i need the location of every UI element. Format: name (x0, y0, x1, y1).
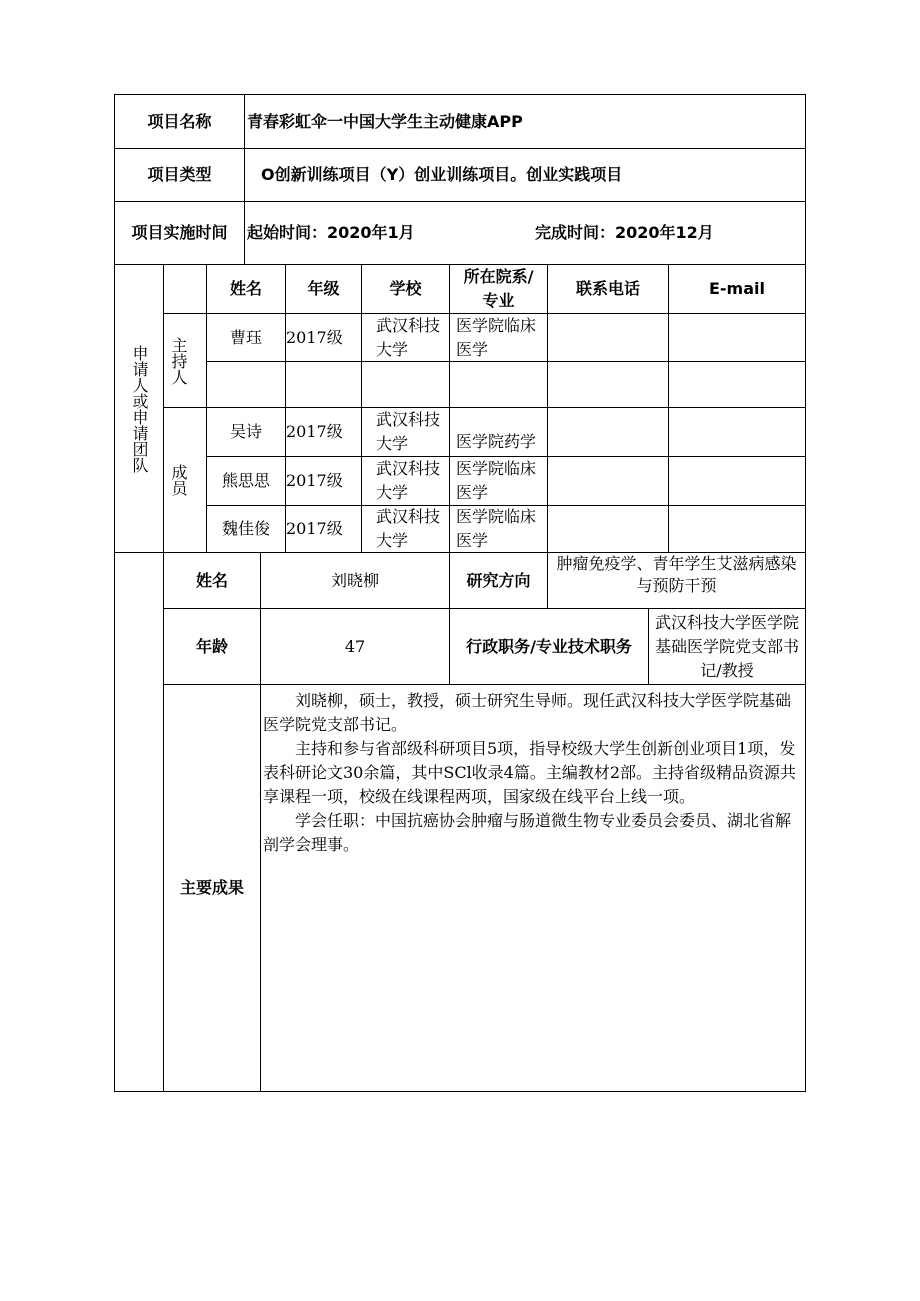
row-1-dept (449, 361, 548, 408)
row-1-email (668, 361, 806, 408)
achievement-paragraph: 刘晓柳，硕士，教授，硕士研究生导师。现任武汉科技大学医学院基础医学院党支部书记。 (263, 691, 792, 734)
header-school: 学校 (361, 264, 450, 314)
row-3-email (668, 456, 806, 506)
header-phone: 联系电话 (547, 264, 669, 314)
end-time: 完成时间：2020年12月 (535, 223, 714, 242)
row-4-phone (547, 505, 669, 553)
position-label: 行政职务/专业技术职务 (449, 608, 649, 685)
project-type-label: 项目类型 (114, 148, 245, 202)
header-name: 姓名 (206, 264, 286, 314)
project-time-value (244, 201, 806, 265)
member-label-text: 成员 (169, 464, 188, 496)
team-header-blank (163, 264, 207, 314)
achievement-paragraph: 主持和参与省部级科研项目5项，指导校级大学生创新创业项目1项，发表科研论文30余篇，其中SCl收录4篇。主编教材2部。主持省级精品资源共享课程一项，校级在线课程两项，国家级在线平台上线一项。 (263, 739, 797, 806)
project-name-label: 项目名称 (114, 94, 245, 149)
row-2-dept: 医学院药学 (449, 407, 548, 457)
header-dept: 所在院系/专业 (449, 264, 548, 314)
row-0-dept: 医学院临床医学 (449, 313, 548, 362)
research-value: 肿瘤免疫学、青年学生艾滋病感染与预防干预 (547, 552, 806, 609)
row-2-name: 吴诗 (206, 407, 286, 457)
row-1-name (206, 361, 286, 408)
research-label: 研究方向 (449, 552, 548, 609)
host-label-text: 主持人 (169, 336, 188, 385)
row-3-dept: 医学院临床医学 (449, 456, 548, 506)
row-3-school: 武汉科技大学 (361, 456, 450, 506)
row-0-school: 武汉科技大学 (361, 313, 450, 362)
start-time: 起始时间：2020年1月 (247, 223, 415, 242)
advisor-age-value: 47 (260, 608, 450, 685)
row-0-name: 曹珏 (206, 313, 286, 362)
row-3-grade: 2017级 (285, 456, 362, 506)
row-3-name: 熊思思 (206, 456, 286, 506)
advisor-section-label (114, 552, 164, 1092)
project-time-label: 项目实施时间 (114, 201, 245, 265)
advisor-name-value: 刘晓柳 (260, 552, 450, 609)
row-4-name: 魏佳俊 (206, 505, 286, 553)
advisor-name-label: 姓名 (163, 552, 261, 609)
row-0-email (668, 313, 806, 362)
project-type-value: O创新训练项目（Y）创业训练项目。创业实践项目 (244, 148, 806, 202)
achievements-label: 主要成果 (163, 684, 261, 1092)
project-name-value: 青春彩虹伞一中国大学生主动健康APP (244, 94, 806, 149)
row-1-phone (547, 361, 669, 408)
row-0-phone (547, 313, 669, 362)
row-4-email (668, 505, 806, 553)
header-grade: 年级 (285, 264, 362, 314)
achievement-paragraph: 学会任职：中国抗癌协会肿瘤与肠道微生物专业委员会委员、湖北省解剖学会理事。 (263, 811, 792, 854)
advisor-age-label: 年龄 (163, 608, 261, 685)
team-section-label (114, 264, 164, 553)
header-email: E-mail (668, 264, 806, 314)
row-4-dept: 医学院临床医学 (449, 505, 548, 553)
row-0-grade: 2017级 (285, 313, 362, 362)
row-1-school (361, 361, 450, 408)
row-2-email (668, 407, 806, 457)
team-section-text: 申请人或申请团队 (130, 344, 149, 473)
row-4-school: 武汉科技大学 (361, 505, 450, 553)
row-2-school: 武汉科技大学 (361, 407, 450, 457)
row-3-phone (547, 456, 669, 506)
row-2-grade: 2017级 (285, 407, 362, 457)
row-2-phone (547, 407, 669, 457)
member-label (163, 407, 207, 553)
host-label (163, 313, 207, 408)
row-1-grade (285, 361, 362, 408)
achievements-text (260, 684, 806, 1092)
position-value: 武汉科技大学医学院基础医学院党支部书记/教授 (648, 608, 806, 685)
row-4-grade: 2017级 (285, 505, 362, 553)
